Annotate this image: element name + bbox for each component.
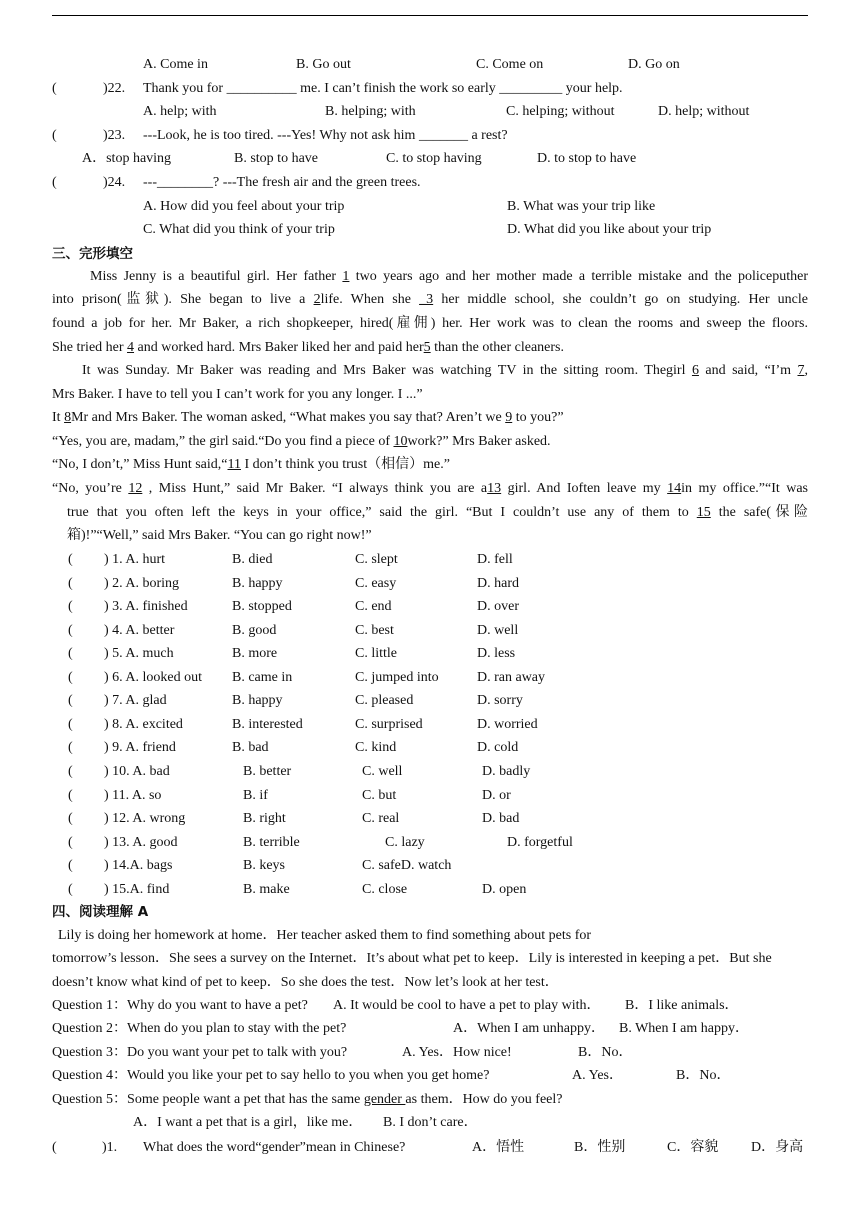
option-d: D. bad bbox=[482, 811, 520, 826]
option-b: B. helping; with bbox=[325, 104, 416, 119]
answer-paren: ( bbox=[52, 1140, 57, 1155]
question-option-a: ) 7. A. glad bbox=[104, 693, 167, 708]
option-b: B. bad bbox=[232, 740, 269, 755]
option-a: A. Come in bbox=[143, 57, 208, 72]
answer-paren: ( bbox=[52, 81, 57, 96]
option-c: C. easy bbox=[355, 576, 397, 591]
question-stem: Thank you for __________ me. I can’t finish the work so early _________ your help. bbox=[143, 81, 623, 96]
header-rule bbox=[52, 15, 808, 16]
option-b: B. more bbox=[232, 646, 278, 661]
section-title: 三、完形填空 bbox=[52, 246, 133, 262]
option-a: A. How did you feel about your trip bbox=[143, 199, 345, 214]
option-d: D. open bbox=[482, 882, 527, 897]
question-stem: ---Look, he is too tired. ---Yes! Why not ask him _______ a rest? bbox=[143, 128, 508, 143]
question-stem: What does the word“gender”mean in Chinese? bbox=[143, 1140, 406, 1155]
option-d: D. sorry bbox=[477, 693, 523, 708]
answer-paren: ( bbox=[68, 552, 73, 567]
option-c: C．容貌 bbox=[667, 1140, 719, 1155]
question-option-a: ) 2. A. boring bbox=[104, 576, 180, 591]
option-b: B. make bbox=[243, 882, 290, 897]
option-b: B. happy bbox=[232, 576, 283, 591]
passage-line: found a job for her. Mr Baker, a rich shopkeeper, hired(雇佣) her. Her work was to clean the rooms and sweep the floors. bbox=[52, 316, 808, 331]
option-c: C. end bbox=[355, 599, 392, 614]
survey-question: Question 3：Do you want your pet to talk with you? bbox=[52, 1045, 348, 1060]
question-option-a: ) 3. A. finished bbox=[104, 599, 188, 614]
survey-option: A．When I am unhappy． bbox=[453, 1021, 606, 1036]
reading-line: tomorrow’s lesson．She sees a survey on the Internet．It’s about what pet to keep．Lily is interested in keeping a pet．But she bbox=[52, 951, 772, 966]
option-c: C. pleased bbox=[355, 693, 414, 708]
option-b: B. stopped bbox=[232, 599, 292, 614]
option-d: D. cold bbox=[477, 740, 519, 755]
option-c: C. lazy bbox=[385, 835, 425, 850]
question-option-a: ) 13. A. good bbox=[104, 835, 178, 850]
option-b: B. interested bbox=[232, 717, 303, 732]
option-d: D. less bbox=[477, 646, 516, 661]
survey-question: Question 5：Some people want a pet that has the same gender as them．How do you feel? bbox=[52, 1092, 563, 1107]
option-b: B. right bbox=[243, 811, 286, 826]
answer-paren: ( bbox=[68, 788, 73, 803]
question-option-a: ) 14.A. bags bbox=[104, 858, 173, 873]
option-d: D. ran away bbox=[477, 670, 546, 685]
question-number: )22. bbox=[103, 81, 126, 96]
survey-option: B．No． bbox=[676, 1068, 731, 1083]
question-option-a: ) 4. A. better bbox=[104, 623, 175, 638]
survey-question: Question 2：When do you plan to stay with the pet? bbox=[52, 1021, 347, 1036]
answer-paren: ( bbox=[68, 764, 73, 779]
survey-option: B．No． bbox=[578, 1045, 633, 1060]
question-option-a: ) 5. A. much bbox=[104, 646, 174, 661]
survey-option: A. Yes． bbox=[572, 1068, 623, 1083]
passage-line: “No, I don’t,” Miss Hunt said,“11 I don’t think you trust（相信）me.” bbox=[52, 457, 450, 472]
option-b: B. keys bbox=[243, 858, 285, 873]
option-c: C. Come on bbox=[476, 57, 544, 72]
passage-line: She tried her 4 and worked hard. Mrs Baker liked her and paid her5 than the other cleaners. bbox=[52, 340, 564, 355]
survey-option: A. Yes．How nice! bbox=[402, 1045, 512, 1060]
option-c: C. best bbox=[355, 623, 394, 638]
option-c: C. safeD. watch bbox=[362, 858, 452, 873]
answer-paren: ( bbox=[68, 717, 73, 732]
option-d: D. hard bbox=[477, 576, 519, 591]
answer-paren: ( bbox=[68, 646, 73, 661]
option-b: B. What was your trip like bbox=[507, 199, 656, 214]
question-option-a: ) 1. A. hurt bbox=[104, 552, 166, 567]
option-d: D. forgetful bbox=[507, 835, 573, 850]
answer-paren: ( bbox=[68, 670, 73, 685]
option-a: A．悟性 bbox=[472, 1140, 525, 1155]
survey-question: Question 1：Why do you want to have a pet? bbox=[52, 998, 308, 1013]
option-c: C. but bbox=[362, 788, 397, 803]
option-d: D. over bbox=[477, 599, 519, 614]
option-c: C. close bbox=[362, 882, 408, 897]
answer-paren: ( bbox=[68, 858, 73, 873]
question-option-a: ) 11. A. so bbox=[104, 788, 162, 803]
passage-line: It 8Mr and Mrs Baker. The woman asked, “What makes you say that? Aren’t we 9 to you?” bbox=[52, 410, 564, 425]
option-a: A. help; with bbox=[143, 104, 217, 119]
answer-paren: ( bbox=[68, 623, 73, 638]
answer-paren: ( bbox=[52, 128, 57, 143]
option-b: B. better bbox=[243, 764, 292, 779]
answer-paren: ( bbox=[68, 693, 73, 708]
option-b: B. good bbox=[232, 623, 277, 638]
survey-option: A. It would be cool to have a pet to play with． bbox=[333, 998, 601, 1013]
passage-line: into prison(监狱). She began to live a 2life. When she _3 her middle school, she couldn’t go on studying. Her uncle bbox=[52, 292, 808, 307]
survey-question: Question 4：Would you like your pet to say hello to you when you get home? bbox=[52, 1068, 490, 1083]
answer-paren: ( bbox=[68, 835, 73, 850]
option-c: C. little bbox=[355, 646, 397, 661]
option-d: D. fell bbox=[477, 552, 513, 567]
question-option-a: ) 9. A. friend bbox=[104, 740, 176, 755]
survey-option: B．I like animals． bbox=[625, 998, 739, 1013]
option-c: C. kind bbox=[355, 740, 397, 755]
option-c: C. helping; without bbox=[506, 104, 615, 119]
option-c: C. well bbox=[362, 764, 403, 779]
passage-line: Mrs Baker. I have to tell you I can’t work for you any longer. I ...” bbox=[52, 387, 423, 402]
option-d: D. Go on bbox=[628, 57, 680, 72]
question-stem: ---________? ---The fresh air and the green trees. bbox=[143, 175, 421, 190]
option-d: D. worried bbox=[477, 717, 538, 732]
survey-option: B. I don’t care． bbox=[383, 1115, 478, 1130]
reading-line: doesn’t know what kind of pet to keep．So she does the test．Now let’s look at her test． bbox=[52, 975, 559, 990]
answer-paren: ( bbox=[68, 811, 73, 826]
option-b: B. stop to have bbox=[234, 151, 318, 166]
option-c: C. slept bbox=[355, 552, 398, 567]
option-b: B. happy bbox=[232, 693, 283, 708]
passage-line: It was Sunday. Mr Baker was reading and Mrs Baker was watching TV in the sitting room. Thegirl 6 and said, “I’m 7, bbox=[82, 363, 808, 378]
option-d: D．身高 bbox=[751, 1140, 804, 1155]
option-b: B．性别 bbox=[574, 1140, 626, 1155]
option-c: C. What did you think of your trip bbox=[143, 222, 335, 237]
option-c: C. jumped into bbox=[355, 670, 439, 685]
question-option-a: ) 15.A. find bbox=[104, 882, 170, 897]
option-b: B. Go out bbox=[296, 57, 351, 72]
question-option-a: ) 6. A. looked out bbox=[104, 670, 202, 685]
option-d: D. badly bbox=[482, 764, 531, 779]
option-d: D. help; without bbox=[658, 104, 750, 119]
answer-paren: ( bbox=[68, 599, 73, 614]
option-d: D. or bbox=[482, 788, 511, 803]
section-title: 四、阅读理解 A bbox=[52, 904, 149, 920]
passage-line: Miss Jenny is a beautiful girl. Her father 1 two years ago and her mother made a terrible mistake and the policeputher bbox=[90, 269, 808, 284]
survey-option: A．I want a pet that is a girl，like me． bbox=[133, 1115, 363, 1130]
question-number: )23. bbox=[103, 128, 126, 143]
option-b: B. died bbox=[232, 552, 273, 567]
option-d: D. What did you like about your trip bbox=[507, 222, 712, 237]
passage-line: “No, you’re 12 , Miss Hunt,” said Mr Baker. “I always think you are a13 girl. And Ioften leave my 14in my office.”“It was bbox=[52, 481, 809, 496]
passage-line: “Yes, you are, madam,” the girl said.“Do you find a piece of 10work?” Mrs Baker asked. bbox=[52, 434, 551, 449]
passage-line: 箱)!”“Well,” said Mrs Baker. “You can go right now!” bbox=[67, 528, 372, 543]
answer-paren: ( bbox=[52, 175, 57, 190]
question-number: )24. bbox=[103, 175, 126, 190]
option-c: C. real bbox=[362, 811, 400, 826]
question-number: )1. bbox=[102, 1140, 118, 1155]
question-option-a: ) 12. A. wrong bbox=[104, 811, 186, 826]
option-d: D. well bbox=[477, 623, 519, 638]
reading-line: Lily is doing her homework at home．Her teacher asked them to find something about pets for bbox=[58, 928, 592, 943]
answer-paren: ( bbox=[68, 576, 73, 591]
question-option-a: ) 10. A. bad bbox=[104, 764, 170, 779]
question-option-a: ) 8. A. excited bbox=[104, 717, 183, 732]
answer-paren: ( bbox=[68, 882, 73, 897]
option-b: B. terrible bbox=[243, 835, 300, 850]
option-a: A．stop having bbox=[82, 151, 172, 166]
option-c: C. to stop having bbox=[386, 151, 482, 166]
option-b: B. came in bbox=[232, 670, 293, 685]
option-b: B. if bbox=[243, 788, 268, 803]
passage-line: true that you often left the keys in your office,” said the girl. “But I couldn’t use any of them to 15 the safe(保险 bbox=[67, 505, 808, 520]
survey-option: B. When I am happy． bbox=[619, 1021, 750, 1036]
answer-paren: ( bbox=[68, 740, 73, 755]
option-d: D. to stop to have bbox=[537, 151, 637, 166]
option-c: C. surprised bbox=[355, 717, 423, 732]
